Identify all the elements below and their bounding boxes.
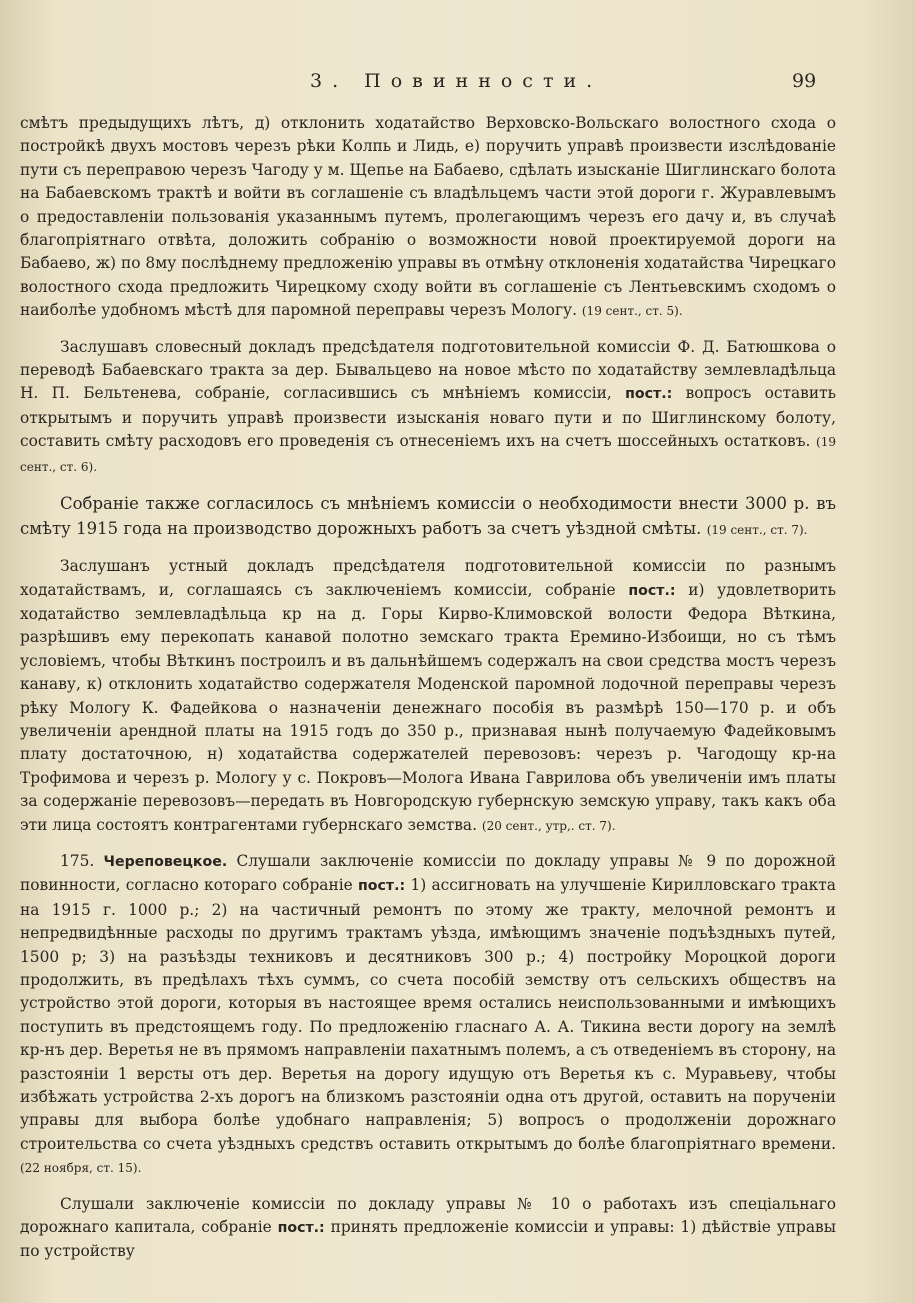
paragraph-text: Слушали заключеніе комиссіи по докладу управы № 10 о работахъ изъ спеціальнаго дорожнаго капитала, собраніе [20,1194,836,1237]
session-reference: (19 сент., ст. 5). [581,304,683,319]
paragraph-text: Заслушанъ устный докладъ предсѣдателя подготовительной комиссіи по разнымъ ходатайствамъ, и, соглашаясь съ заключеніемъ комиссіи, собраніе [20,557,836,599]
item-heading: Череповецкое. [103,853,228,870]
page-header [0,70,915,100]
paragraph-6 [20,1193,836,1264]
resolution-marker: пост.: [625,386,673,403]
paragraph-3 [20,491,836,543]
session-reference: (20 сент., утр,. ст. 7). [481,818,616,833]
paragraph-text: принять предложеніе комиссіи и управы: 1) дѣйствіе управы по устройству [20,1218,836,1261]
paragraph-4 [20,555,836,838]
resolution-marker: пост.: [628,582,676,599]
paragraph-2 [20,336,836,479]
section-title: 3. Повинности. [310,70,603,92]
paragraph-text: Собраніе также согласилось съ мнѣніемъ комиссіи о необходимости внести 3000 р. въ смѣту 1915 года на производство дорожныхъ работъ за счетъ уѣздной смѣты. [20,494,836,539]
session-reference: (19 сент., ст. 6). [20,435,836,474]
paragraph-text: Заслушавъ словесный докладъ предсѣдателя подготовительной комиссіи Ф. Д. Батюшкова о переводѣ Бабаевскаго тракта за дер. Бывальцево на новое мѣсто по ходатайству землевладѣльца Н. П. Бельтенева, собраніе, согласившись съ мнѣніемъ комиссіи, [20,337,836,403]
paragraph-text: вопросъ оставить открытымъ и поручить управѣ произвести изысканія новаго пути и по Шиглинскому болоту, составить смѣту расходовъ его проведенія съ отнесеніемъ ихъ на счетъ шоссейныхъ остатковъ. [20,384,836,451]
paragraph-5 [20,850,836,1181]
session-reference: (19 сент., ст. 7). [706,523,808,538]
resolution-marker: пост.: [358,878,406,895]
paragraph-1 [20,112,836,324]
paragraph-text: и) удовлетворить ходатайство землевладѣльца кр на д. Горы Кирво-Климовской волости Федора Вѣткина, разрѣшивъ ему перекопать канавой полотно земскаго тракта Еремино-Избоищи, но съ тѣмъ условіемъ, чтобы Вѣткинъ построилъ и въ дальнѣйшемъ содержалъ на свои средства мостъ черезъ канаву, к) отклонить ходатайство содержателя Моденской паромной лодочной переправы черезъ рѣку Мологу К. Фадейкова о назначеніи денежнаго пособія въ размѣрѣ 150—170 р. и объ увеличеніи арендной платы на 1915 годъ до 350 р., признавая нынѣ получаемую Фадейковымъ плату достаточною, н) ходатайства содержателей перевозовъ: черезъ р. Чагодощу кр-на Трофимова и черезъ р. Мологу у с. Покровъ—Молога Ивана Гаврилова объ увеличеніи имъ платы за содержаніе перевозовъ—передать въ Новгородскую губернскую земскую управу, такъ какъ оба эти лица состоятъ контрагентами губернскаго земства. [20,580,836,834]
session-reference: (22 ноября, ст. 15). [20,1161,142,1176]
item-number: 175. [60,851,95,870]
paragraph-text: смѣтъ предыдущихъ лѣтъ, д) отклонить ходатайство Верховско-Вольскаго волостного схода о постройкѣ двухъ мостовъ черезъ рѣки Колпь и Лидь, е) поручить управѣ произвести изслѣдованіе пути съ переправою черезъ Чагоду у м. Щепье на Бабаево, сдѣлать изысканіе Шиглинскаго болота на Бабаевскомъ трактѣ и войти въ соглашеніе съ владѣльцемъ части этой дороги г. Журавлевымъ о предоставленіи пользованія указаннымъ путемъ, пролегающимъ черезъ его дачу и, въ случаѣ благопріятнаго отвѣта, доложить собранію о возможности новой проектируемой дороги на Бабаево, ж) по 8му послѣднему предложенію управы въ отмѣну отклоненія ходатайства Чирецкаго волостного схода предложить Чирецкому сходу войти въ соглашеніе съ Лентьевскимъ сходомъ о наиболѣе удобномъ мѣстѣ для паромной переправы черезъ Мологу. [20,114,836,320]
resolution-marker: пост.: [277,1220,325,1237]
paragraph-text: 1) ассигновать на улучшеніе Кирилловскаго тракта на 1915 г. 1000 р.; 2) на частичный ремонтъ по этому же тракту, мелочной ремонтъ и непредвидѣнные расходы по другимъ трактамъ уѣзда, имѣющимъ значеніе подъѣздныхъ путей, 1500 р; 3) на разъѣзды техниковъ и десятниковъ 300 р.; 4) постройку Мороцкой дороги продолжить, въ предѣлахъ тѣхъ суммъ, со счета пособій земству отъ сельскихъ обществъ на устройство этой дороги, которыя въ настоящее время остались неиспользованными и имѣющихъ поступить въ предстоящемъ году. По предложенію гласнаго А. А. Тикина вести дорогу на землѣ кр-нъ дер. Веретья не въ прямомъ направленіи пахатнымъ полемъ, а съ отведеніемъ въ сторону, на разстояніи 1 версты отъ дер. Веретья на дорогу идущую отъ Веретья къ с. Муравьеву, чтобы избѣжать устройства 2-хъ дорогъ на близкомъ разстояніи одна отъ другой, оставить на порученіи управы для выбора болѣе удобнаго направленія; 5) вопросъ о продолженіи дорожнаго строительства со счета уѣздныхъ средствъ оставить открытымъ до болѣе благопріятнаго времени. [20,876,836,1153]
paragraph-text: Слушали заключеніе комиссіи по докладу управы № 9 по дорожной повинности, согласно котораго собраніе [20,851,836,895]
page-body [20,112,836,1276]
page-number: 99 [792,70,817,92]
